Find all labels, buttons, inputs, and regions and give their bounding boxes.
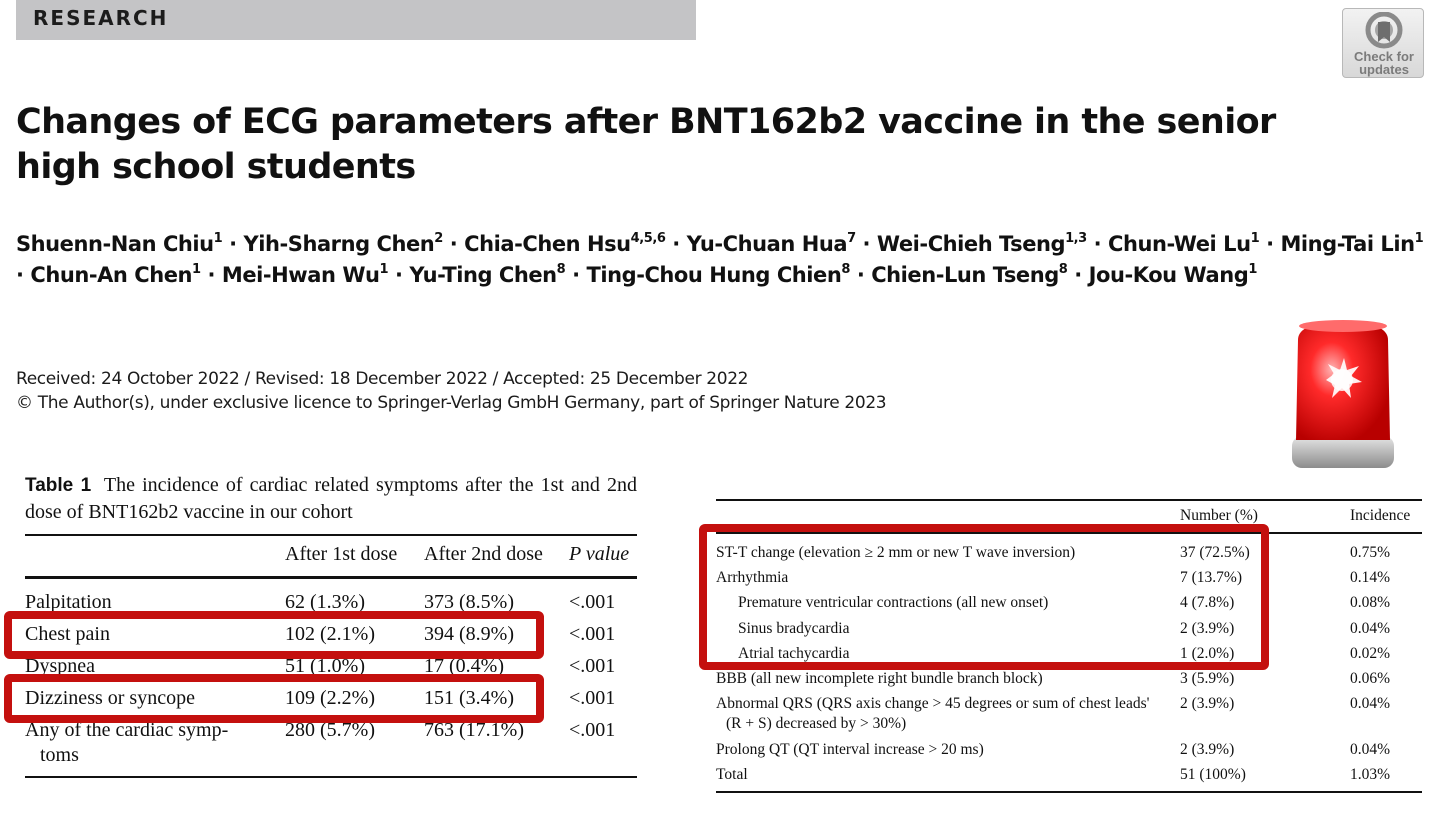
table1-cell-symptom: Chest pain (25, 623, 110, 645)
author-name: Ting-Chou Hung Chien (586, 263, 842, 287)
table1-cell-symptom: Any of the cardiac symp-toms (25, 719, 229, 766)
table2-cell-incidence: 0.04% (1350, 695, 1391, 712)
publication-dates: Received: 24 October 2022 / Revised: 18 December 2022 / Accepted: 25 December 2022 (16, 369, 749, 389)
section-banner (16, 0, 696, 40)
table1-cell-dose2: 763 (17.1%) (424, 719, 524, 741)
table1-cell-dose1: 109 (2.2%) (285, 687, 375, 709)
table1-cell-pvalue: <.001 (569, 687, 616, 709)
author-affiliation: 1 (1414, 231, 1424, 246)
table2-cell-finding: Total (716, 766, 748, 783)
author-name: Jou-Kou Wang (1088, 263, 1249, 287)
author-name: Yih-Sharng Chen (243, 232, 435, 256)
author-name: Chun-Wei Lu (1108, 232, 1251, 256)
table2-cell-incidence: 0.14% (1350, 569, 1391, 586)
highlight-ecg-findings (699, 524, 1269, 670)
table2-cell-incidence: 0.04% (1350, 620, 1391, 637)
copyright-notice: © The Author(s), under exclusive licence to Springer-Verlag GmbH Germany, part of Springer Nature 2023 (16, 393, 887, 413)
author-name: Chien-Lun Tseng (871, 263, 1059, 287)
table2-cell-finding: Premature ventricular contractions (all new onset) (738, 594, 1049, 611)
table1-cell-dose1: 280 (5.7%) (285, 719, 375, 741)
table1-top-rule (25, 534, 637, 536)
table2-cell-finding: ST-T change (elevation ≥ 2 mm or new T wave inversion) (716, 544, 1076, 561)
check-for-updates-line-2: updates (1359, 62, 1409, 77)
table1-cell-symptom: Dyspnea (25, 655, 95, 677)
table2-header-number: Number (%) (1180, 507, 1258, 524)
author-affiliation: 2 (434, 231, 443, 246)
section-label: RESEARCH (33, 6, 169, 30)
author-affiliation: 1 (1248, 262, 1257, 277)
table2-cell-number: 2 (3.9%) (1180, 620, 1235, 637)
table1-cell-symptom: Palpitation (25, 591, 112, 613)
author-name: Chia-Chen Hsu (464, 232, 631, 256)
table2-cell-incidence: 1.03% (1350, 766, 1391, 783)
author-affiliation: 1 (213, 231, 223, 246)
author-affiliation: 1 (1250, 231, 1260, 246)
author-affiliation: 1 (192, 262, 201, 277)
table2-cell-finding: Arrhythmia (716, 569, 789, 586)
table2-cell-finding: Sinus bradycardia (738, 620, 850, 637)
table2-cell-number: 3 (5.9%) (1180, 670, 1235, 687)
table1-header-rule (25, 576, 637, 579)
table1-cell-dose2: 373 (8.5%) (424, 591, 514, 613)
table1-header-dose1: After 1st dose (285, 543, 398, 565)
author-list: Shuenn-Nan Chiu$^1$ · Yih-Sharng Chen$^2$ · Chia-Chen Hsu$^{4,5,6}$ · Yu-Chuan Hua$^7$ · Wei-Chieh Tseng$^{1,3}$ · Chun-Wei $Lu^1$ · Ming-Tai Lin$^1$ · Chun-An Chen$^1$ · Mei-Hwan $Wu^1$ · Yu-Ting Chen$^8$ · Ting-Chou Hung Chien$^8$ · Chien-Lun Tseng$^8$ · Jou-Kou Wang$^1$ (16, 231, 1424, 287)
table1-cell-dose2: 17 (0.4%) (424, 655, 504, 677)
table2-cell-number: 7 (13.7%) (1180, 569, 1242, 586)
table1-cell-symptom: Dizziness or syncope (25, 687, 195, 709)
table1-header-pvalue: P value (569, 543, 630, 565)
table2-cell-incidence: 0.08% (1350, 594, 1391, 611)
highlight-dizziness (4, 674, 544, 723)
table1-header-dose2: After 2nd dose (424, 543, 543, 565)
table1-cell-pvalue: <.001 (569, 623, 616, 645)
table1-label: Table 1 (25, 475, 92, 496)
article-title: Changes of ECG parameters after BNT162b2 vaccine in the senior high school students (16, 102, 1276, 187)
highlight-chest-pain (4, 611, 544, 659)
table2-cell-finding: Prolong QT (QT interval increase > 20 ms) (716, 741, 984, 758)
table2-cell-incidence: 0.06% (1350, 670, 1391, 687)
table1-cell-pvalue: <.001 (569, 655, 616, 677)
table1-bottom-rule (25, 776, 637, 778)
siren-icon (1284, 318, 1402, 474)
table2-cell-incidence: 0.02% (1350, 645, 1391, 662)
table2-bottom-rule (716, 791, 1422, 793)
table1-caption (25, 472, 637, 525)
table2-cell-number: 2 (3.9%) (1180, 695, 1235, 712)
table2-cell-incidence: 0.75% (1350, 544, 1391, 561)
check-for-updates-line-1: Check for (1354, 49, 1414, 64)
author-name: Chun-An Chen (30, 263, 193, 287)
author-name: Mei-Hwan Wu (221, 263, 380, 287)
article-history (16, 367, 886, 415)
table1-cell-dose1: 102 (2.1%) (285, 623, 375, 645)
table2-cell-finding: BBB (all new incomplete right bundle branch block) (716, 670, 1043, 687)
table1-cell-dose1: 62 (1.3%) (285, 591, 365, 613)
author-affiliation: 1 (379, 262, 389, 277)
table2-cell-number: 2 (3.9%) (1180, 741, 1235, 758)
table2-top-rule (716, 499, 1422, 501)
author-name: Yu-Ting Chen (409, 263, 557, 287)
table1-cell-dose2: 394 (8.9%) (424, 623, 514, 645)
author-affiliation: 4,5,6 (630, 231, 666, 246)
table2-cell-number: 1 (2.0%) (1180, 645, 1235, 662)
table1-cell-pvalue: <.001 (569, 719, 616, 741)
table1-cell-dose1: 51 (1.0%) (285, 655, 365, 677)
author-affiliation: 1,3 (1065, 231, 1087, 246)
table2-cell-finding: Abnormal QRS (QRS axis change > 45 degrees or sum of chest leads' (R + S) decreased by > 30%) (716, 695, 1150, 732)
check-for-updates-icon (1364, 12, 1404, 50)
table2-cell-number: 51 (100%) (1180, 766, 1246, 783)
table2-cell-number: 4 (7.8%) (1180, 594, 1235, 611)
author-affiliation: 7 (847, 231, 856, 246)
author-affiliation: 8 (841, 262, 850, 277)
author-affiliation: 8 (556, 262, 566, 277)
author-name: Yu-Chuan Hua (686, 232, 848, 256)
table2-cell-incidence: 0.04% (1350, 741, 1391, 758)
table2-cell-finding: Atrial tachycardia (738, 645, 850, 662)
author-name: Wei-Chieh Tseng (876, 232, 1066, 256)
author-name: Shuenn-Nan Chiu (16, 232, 214, 256)
table2-header-incidence: Incidence (1350, 507, 1411, 524)
author-name: Ming-Tai Lin (1280, 232, 1415, 256)
table1-cell-dose2: 151 (3.4%) (424, 687, 514, 709)
table1-caption-text: The incidence of cardiac related symptoms after the 1st and 2nd dose of BNT162b2 vaccine in our cohort (25, 474, 637, 523)
check-for-updates-button[interactable] (1342, 8, 1424, 78)
author-affiliation: 8 (1058, 262, 1068, 277)
table2-cell-number: 37 (72.5%) (1180, 544, 1250, 561)
table1-cell-pvalue: <.001 (569, 591, 616, 613)
